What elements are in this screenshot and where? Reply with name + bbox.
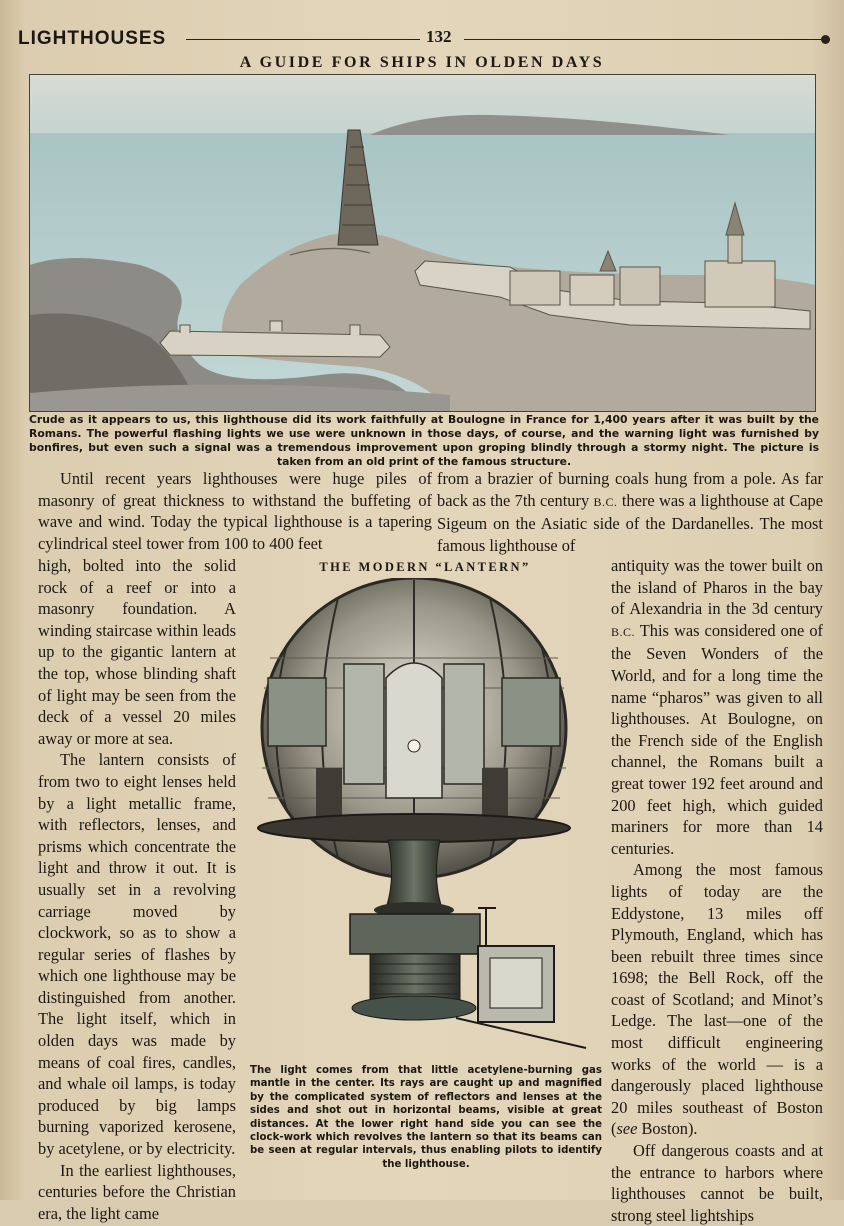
church xyxy=(705,261,775,307)
article-right-column xyxy=(611,555,823,1226)
town-house-3 xyxy=(620,267,660,305)
text-see: see xyxy=(616,1119,638,1139)
paragraph-lightships: Off dangerous coasts and at the entrance to harbors where lighthouses cannot be built, strong steel lightships xyxy=(611,1141,823,1225)
article-intro-right xyxy=(437,468,823,556)
lantern-platform xyxy=(258,814,570,842)
town-house-2 xyxy=(570,275,614,305)
town-house-1 xyxy=(510,271,560,305)
clockwork-window xyxy=(490,958,542,1008)
revolving-carriage xyxy=(350,914,480,954)
paragraph-pharos xyxy=(611,555,823,859)
text-bc-1: B.C. xyxy=(593,494,618,509)
gas-mantle xyxy=(408,740,420,752)
page-number: 132 xyxy=(426,27,452,46)
paragraph-intro: Until recent years lighthouses were huge piles of masonry of great thickness to withstand the buffeting of wave and wind. Today the typical lighthouse is a tapering cylindrical steel tower from 100 to 400 feet xyxy=(38,469,432,553)
paragraph-famous-lights xyxy=(611,859,823,1140)
header-rule-right xyxy=(464,39,822,40)
article-left-column xyxy=(38,555,236,1224)
paragraph-tower: high, bolted into the solid rock of a reef or into a masonry foundation. A winding staircase within leads up to the gigantic lantern at the top, whose blinding shaft of light may be seen from the deck of a vessel 20 miles away or more at sea. xyxy=(38,556,237,748)
lens-panel-left xyxy=(344,664,384,784)
paragraph-lantern: The lantern consists of from two to eight lenses held by a light metallic frame, with reflectors, lenses, and prisms which concentrate the light and throw it out. It is usually set in a revolving carriage moved by clockwork, so as to show a regular series of flashes by which one lighthouse may be distinguished from another. The light itself, which in olden days was made by means of coal fires, candles, and whale oil lamps, is today produced by big lamps burning vaporized kerosene, by acetylene, or by electricity. xyxy=(38,750,236,1159)
paragraph-earliest: In the earliest lighthouses, centuries before the Christian era, the light came xyxy=(38,1160,236,1223)
central-lens xyxy=(386,663,442,798)
figure2-title: THE MODERN “LANTERN” xyxy=(319,560,531,574)
figure1-caption: Crude as it appears to us, this lighthouse did its work faithfully at Boulogne in France for 1,400 years after it was built by the Romans. The powerful flashing lights we use were unknown in those days, of course, and the warning light was furnished by bonfires, but even such a signal was a tremendous improvement upon groping blindly through a stormy night. The picture is taken from an old print of the famous structure. xyxy=(29,413,819,468)
pedestal-drum xyxy=(370,954,460,1002)
article-intro-left xyxy=(38,468,432,554)
boulogne-lighthouse-illustration xyxy=(29,74,816,412)
reflector-panel-right xyxy=(502,678,560,746)
figure1-title: A GUIDE FOR SHIPS IN OLDEN DAYS xyxy=(239,54,605,71)
header-rule-left xyxy=(186,39,420,40)
reflector-panel-left xyxy=(268,678,326,746)
header-end-dot xyxy=(821,35,830,44)
text-pharos-b: This was considered one of the Seven Wonders of the World, and for a long time the name “pharos” was given to all lighthouses. At Boulogne, on the French side of the English channel, the Romans built a great tower 192 feet around and 200 feet high, which guided mariners for more than 14 centuries. xyxy=(611,620,823,858)
running-header xyxy=(18,26,830,52)
church-tower xyxy=(728,235,742,263)
section-title: LIGHTHOUSES xyxy=(18,28,167,49)
text-pharos-a: antiquity was the tower built on the island of Pharos in the bay of Alexandria in the 3d century xyxy=(611,556,823,619)
lens-panel-right xyxy=(444,664,484,784)
boulogne-scene-drawing xyxy=(30,75,815,411)
figure2-caption: The light comes from that little acetylene-burning gas mantle in the center. Its rays are caught up and magnified by the complicated system of reflectors and lenses at the sides and shot out in horizontal beams, visible at great distances. At the lower right hand side you can see the clock-work which revolves the lantern so that its beams can be seen at regular intervals, thus enabling pilots to identify the lighthouse. xyxy=(250,1065,602,1170)
lantern-drawing xyxy=(246,578,604,1062)
pedestal-foot xyxy=(352,996,476,1020)
text-brazier-b: there was a lighthouse at Cape Sigeum on the Asiatic side of the Dardanelles. The most famous lighthouse of xyxy=(437,490,823,555)
pedestal-stem xyxy=(386,840,442,908)
paragraph-brazier xyxy=(437,468,823,556)
text-brazier-a: from a brazier of burning coals hung from a pole. As far back as the 7th century xyxy=(437,469,823,510)
text-bc-2: B.C. xyxy=(611,624,636,639)
text-famous-a: Among the most famous lights of today are the Eddystone, 13 miles off Plymouth, England, which has been rebuilt three times since 1698; the Bell Rock, off the coast of Scotland; and Minot’s Ledge. The last—one of the most difficult engineering works of the world — is a dangerously placed lighthouse 20 miles southeast of Boston ( xyxy=(611,860,823,1139)
modern-lantern-illustration xyxy=(246,578,604,1062)
text-famous-b: Boston). xyxy=(637,1119,698,1139)
